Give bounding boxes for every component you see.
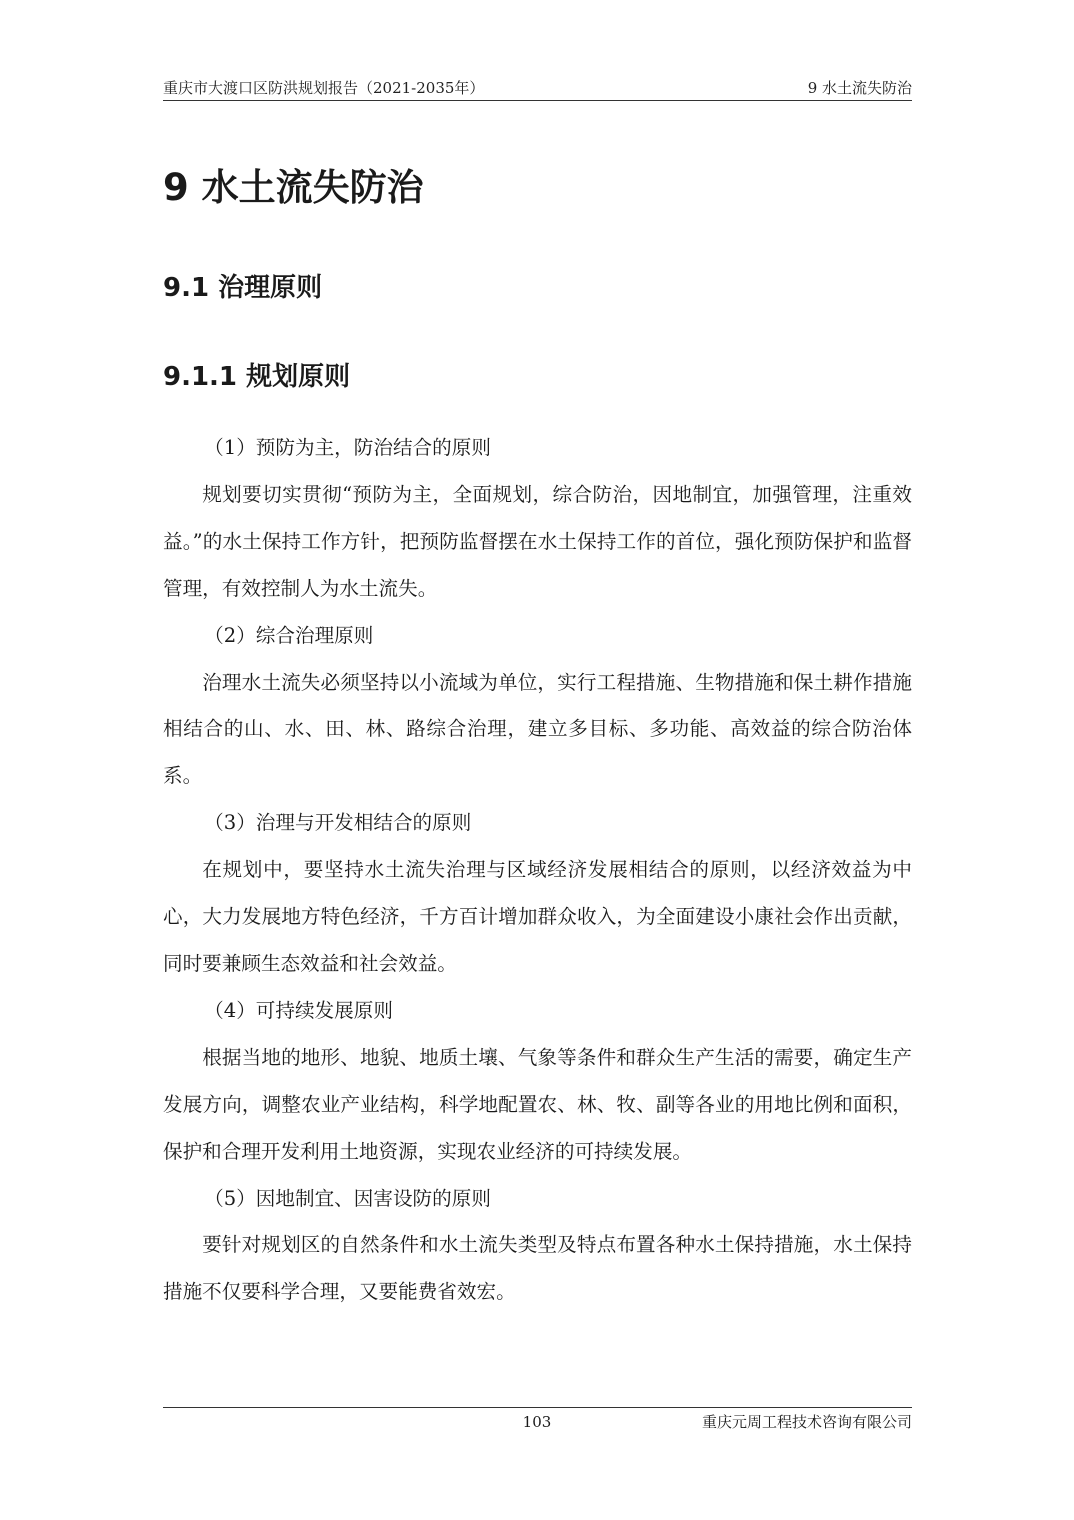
principle-2-text: 治理水土流失必须坚持以小流域为单位，实行工程措施、生物措施和保土耕作措施相结合的山、水、田、林、路综合治理，建立多目标、多功能、高效益的综合防治体系。	[163, 670, 912, 788]
principle-1-text: 规划要切实贯彻“预防为主，全面规划，综合防治，因地制宜，加强管理，注重效益。”的水土保持工作方针，把预防监督摆在水土保持工作的首位，强化预防保护和监督管理，有效控制人为水土流失。	[163, 482, 912, 600]
principle-3-text: 在规划中，要坚持水土流失治理与区域经济发展相结合的原则，以经济效益为中心，大力发展地方特色经济，千方百计增加群众收入，为全面建设小康社会作出贡献，同时要兼顾生态效益和社会效益。	[163, 858, 912, 975]
principle-5-heading: （5）因地制宜、因害设防的原则	[204, 1186, 491, 1210]
body-text	[163, 425, 912, 1316]
principle-5-text: 要针对规划区的自然条件和水土流失类型及特点布置各种水土保持措施，水土保持措施不仅要科学合理，又要能费省效宏。	[163, 1233, 912, 1304]
footer-divider	[163, 1407, 912, 1408]
header-chapter-name: 9 水土流失防治	[807, 79, 912, 97]
principle-1-heading: （1）预防为主，防治结合的原则	[204, 436, 491, 459]
footer-company-name: 重庆元周工程技术咨询有限公司	[701, 1413, 912, 1431]
subsection-title: 9.1.1 规划原则	[163, 362, 351, 392]
chapter-title: 9 水土流失防治	[163, 166, 424, 209]
header-report-title: 重庆市大渡口区防洪规划报告（2021-2035年）	[163, 79, 485, 97]
page-number: 103	[522, 1413, 552, 1431]
principle-3-heading: （3）治理与开发相结合的原则	[204, 811, 472, 835]
principle-2-heading: （2）综合治理原则	[204, 623, 374, 647]
section-title: 9.1 治理原则	[163, 273, 323, 303]
principle-4-heading: （4）可持续发展原则	[204, 998, 393, 1022]
principle-4-text: 根据当地的地形、地貌、地质土壤、气象等条件和群众生产生活的需要，确定生产发展方向，调整农业产业结构，科学地配置农、林、牧、副等各业的用地比例和面积，保护和合理开发利用土地资源，实现农业经济的可持续发展。	[163, 1045, 912, 1163]
page-header	[163, 76, 912, 101]
